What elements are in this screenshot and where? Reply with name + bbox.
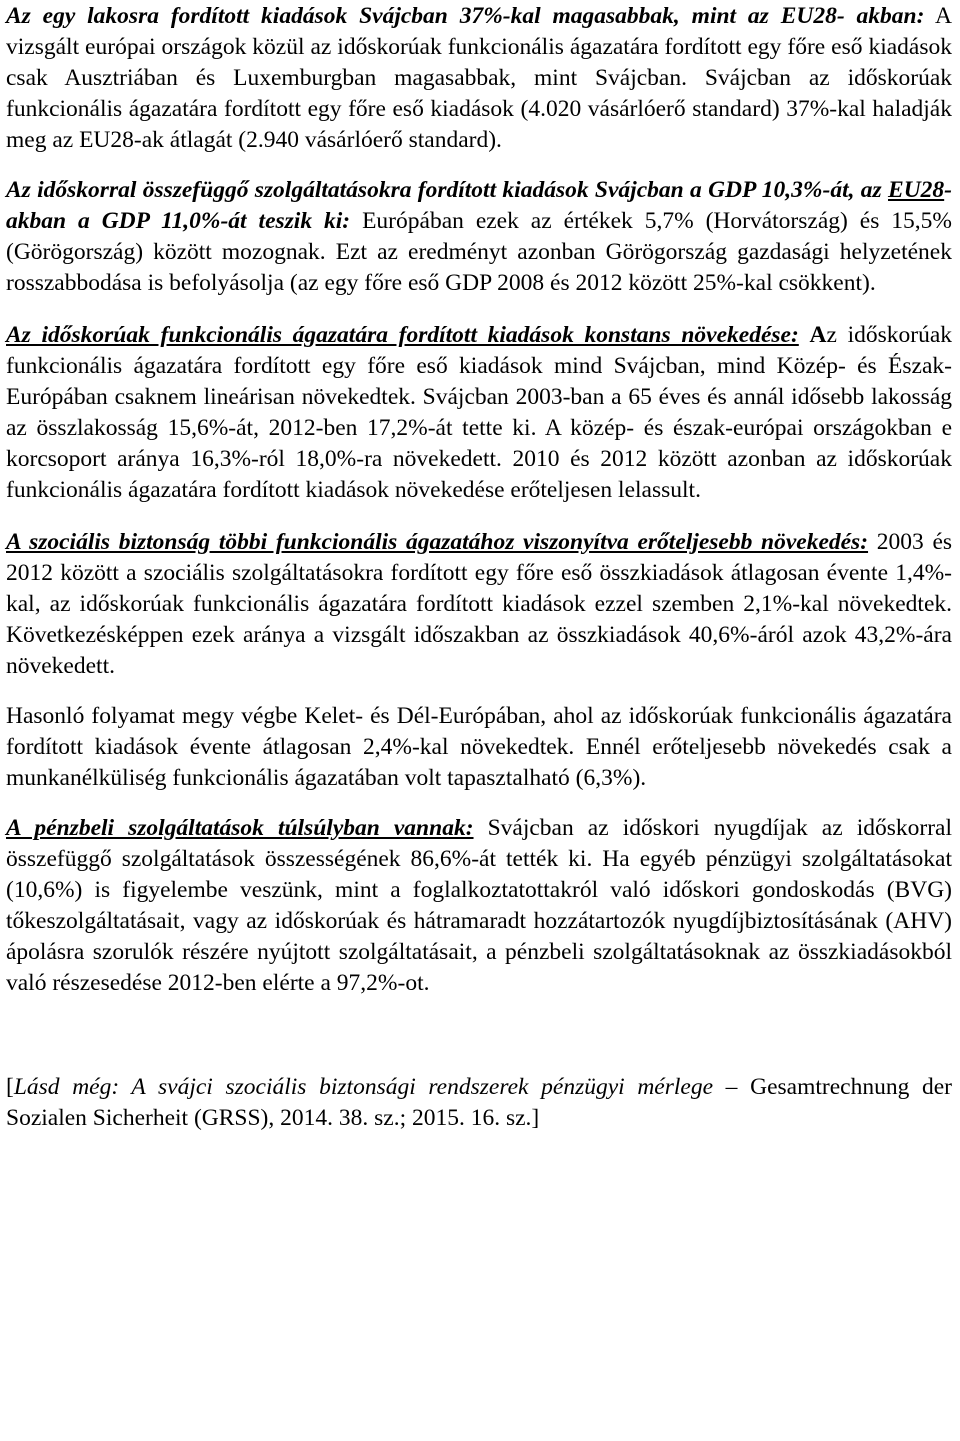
paragraph-body: A vizsgált európai országok közül az időskorúak funkcionális ágazatára fordított egy főre eső kiadások csak Ausztriában és Luxemburgban magasabbak, mint Svájcban. Svájcban az időskorúak funkcionális ágazatára fordított egy főre eső kiadások (4.020 vásárlóerő standard) 37%-kal haladják meg az EU28-ak átlagát (2.940 vásárlóerő standard). (6, 3, 953, 153)
paragraph-constant-growth (6, 320, 952, 506)
paragraph-gdp-share (6, 175, 952, 299)
paragraph-east-south-europe (6, 701, 952, 794)
paragraph-heading: Az időskorúak funkcionális ágazatára fordított kiadások konstans növekedése: (6, 322, 799, 348)
paragraph-stronger-growth (6, 527, 952, 682)
reference-source: Gesamtrechnung der Sozialen Sicherheit (GRSS), 2014. 38. sz.; 2015. 16. sz.] (6, 1074, 953, 1131)
paragraph-body: Svájcban az időskori nyugdíjak az időskorral összefüggő szolgáltatások összességének 86,6%-át tették ki. Ha egyéb pénzügyi szolgáltatásokat (10,6%) is figyelembe veszünk, mint a foglalkoztatottakról való időskori gondoskodás (BVG) tőkeszolgáltatásait, vagy az időskorúak és hátramaradt hozzátartozók nyugdíjbiztosításának (AHV) ápolásra szorulók részére nyújtott szolgáltatásait, a pénzbeli szolgáltatásoknak az összkiadásokból való részesedése 2012-ben elérte a 97,2%-ot. (6, 815, 953, 996)
paragraph-body: 2003 és 2012 között a szociális szolgáltatásokra fordított egy főre eső összkiadások átlagosan évente 1,4%-kal, az időskorúak funkcionális ágazatára fordított kiadások ezzel szemben 2,1%-kal növekedtek. Következésképpen ezek aránya a vizsgált időszakban az összkiadások 40,6%-áról azok 43,2%-ára növekedett. (6, 529, 953, 679)
paragraph-heading: A pénzbeli szolgáltatások túlsúlyban vannak: (6, 815, 474, 841)
reference-title: Lásd még: A svájci szociális biztonsági rendszerek pénzügyi mérlege – (13, 1074, 738, 1100)
paragraph-heading: Az időskorral összefüggő szolgáltatásokra fordított kiadások Svájcban a GDP 10,3%-át, az EU28-akban a GDP 11,0%-át teszik ki: (6, 177, 952, 234)
paragraph-heading: A szociális biztonság többi funkcionális ágazatához viszonyítva erőteljesebb növekedés: (6, 529, 869, 555)
paragraph-cash-benefits (6, 813, 952, 999)
paragraph-lead-letter: A (809, 322, 827, 348)
paragraph-body: z időskorúak funkcionális ágazatára fordított egy főre eső kiadások mind Svájcban, mind Közép- és Észak-Európában csaknem lineárisan növekedtek. Svájcban 2003-ban a 65 éves és annál idősebb lakosság az összlakosság 15,6%-át, 2012-ben 17,2%-át tette ki. A közép- és észak-európai országokban e korcsoport aránya 16,3%-ról 18,0%-ra növekedett. 2010 és 2012 között azonban az időskorúak funkcionális ágazatára fordított kiadások növekedése erőteljesen lelassult. (6, 322, 952, 503)
paragraph-per-capita-spending (6, 1, 952, 156)
paragraph-body: Európában ezek az értékek 5,7% (Horvátország) és 15,5% (Görögország) között mozognak. Ezt az eredményt azonban Görögország gazdasági helyzetének rosszabbodása is befolyásolja (az egy főre eső GDP 2008 és 2012 között 25%-kal csökkent). (6, 208, 953, 296)
document-page (0, 1, 960, 1134)
reference-note: [Lásd még: A svájci szociális biztonsági rendszerek pénzügyi mérlege – Gesamtrechnung der Sozialen Sicherheit (GRSS), 2014. 38. sz.; 2015. 16. sz.] (6, 1074, 953, 1131)
paragraph-body: Hasonló folyamat megy végbe Kelet- és Dél-Európában, ahol az időskorúak funkcionális ágazatára fordított kiadások évente átlagosan 2,4%-kal növekedtek. Ennél erőteljesebb növekedés csak a munkanélküliség funkcionális ágazatában volt tapasztalható (6,3%). (6, 703, 952, 791)
paragraph-heading: Az egy lakosra fordított kiadások Svájcban 37%-kal magasabbak, mint az EU28- akban: (6, 3, 925, 29)
